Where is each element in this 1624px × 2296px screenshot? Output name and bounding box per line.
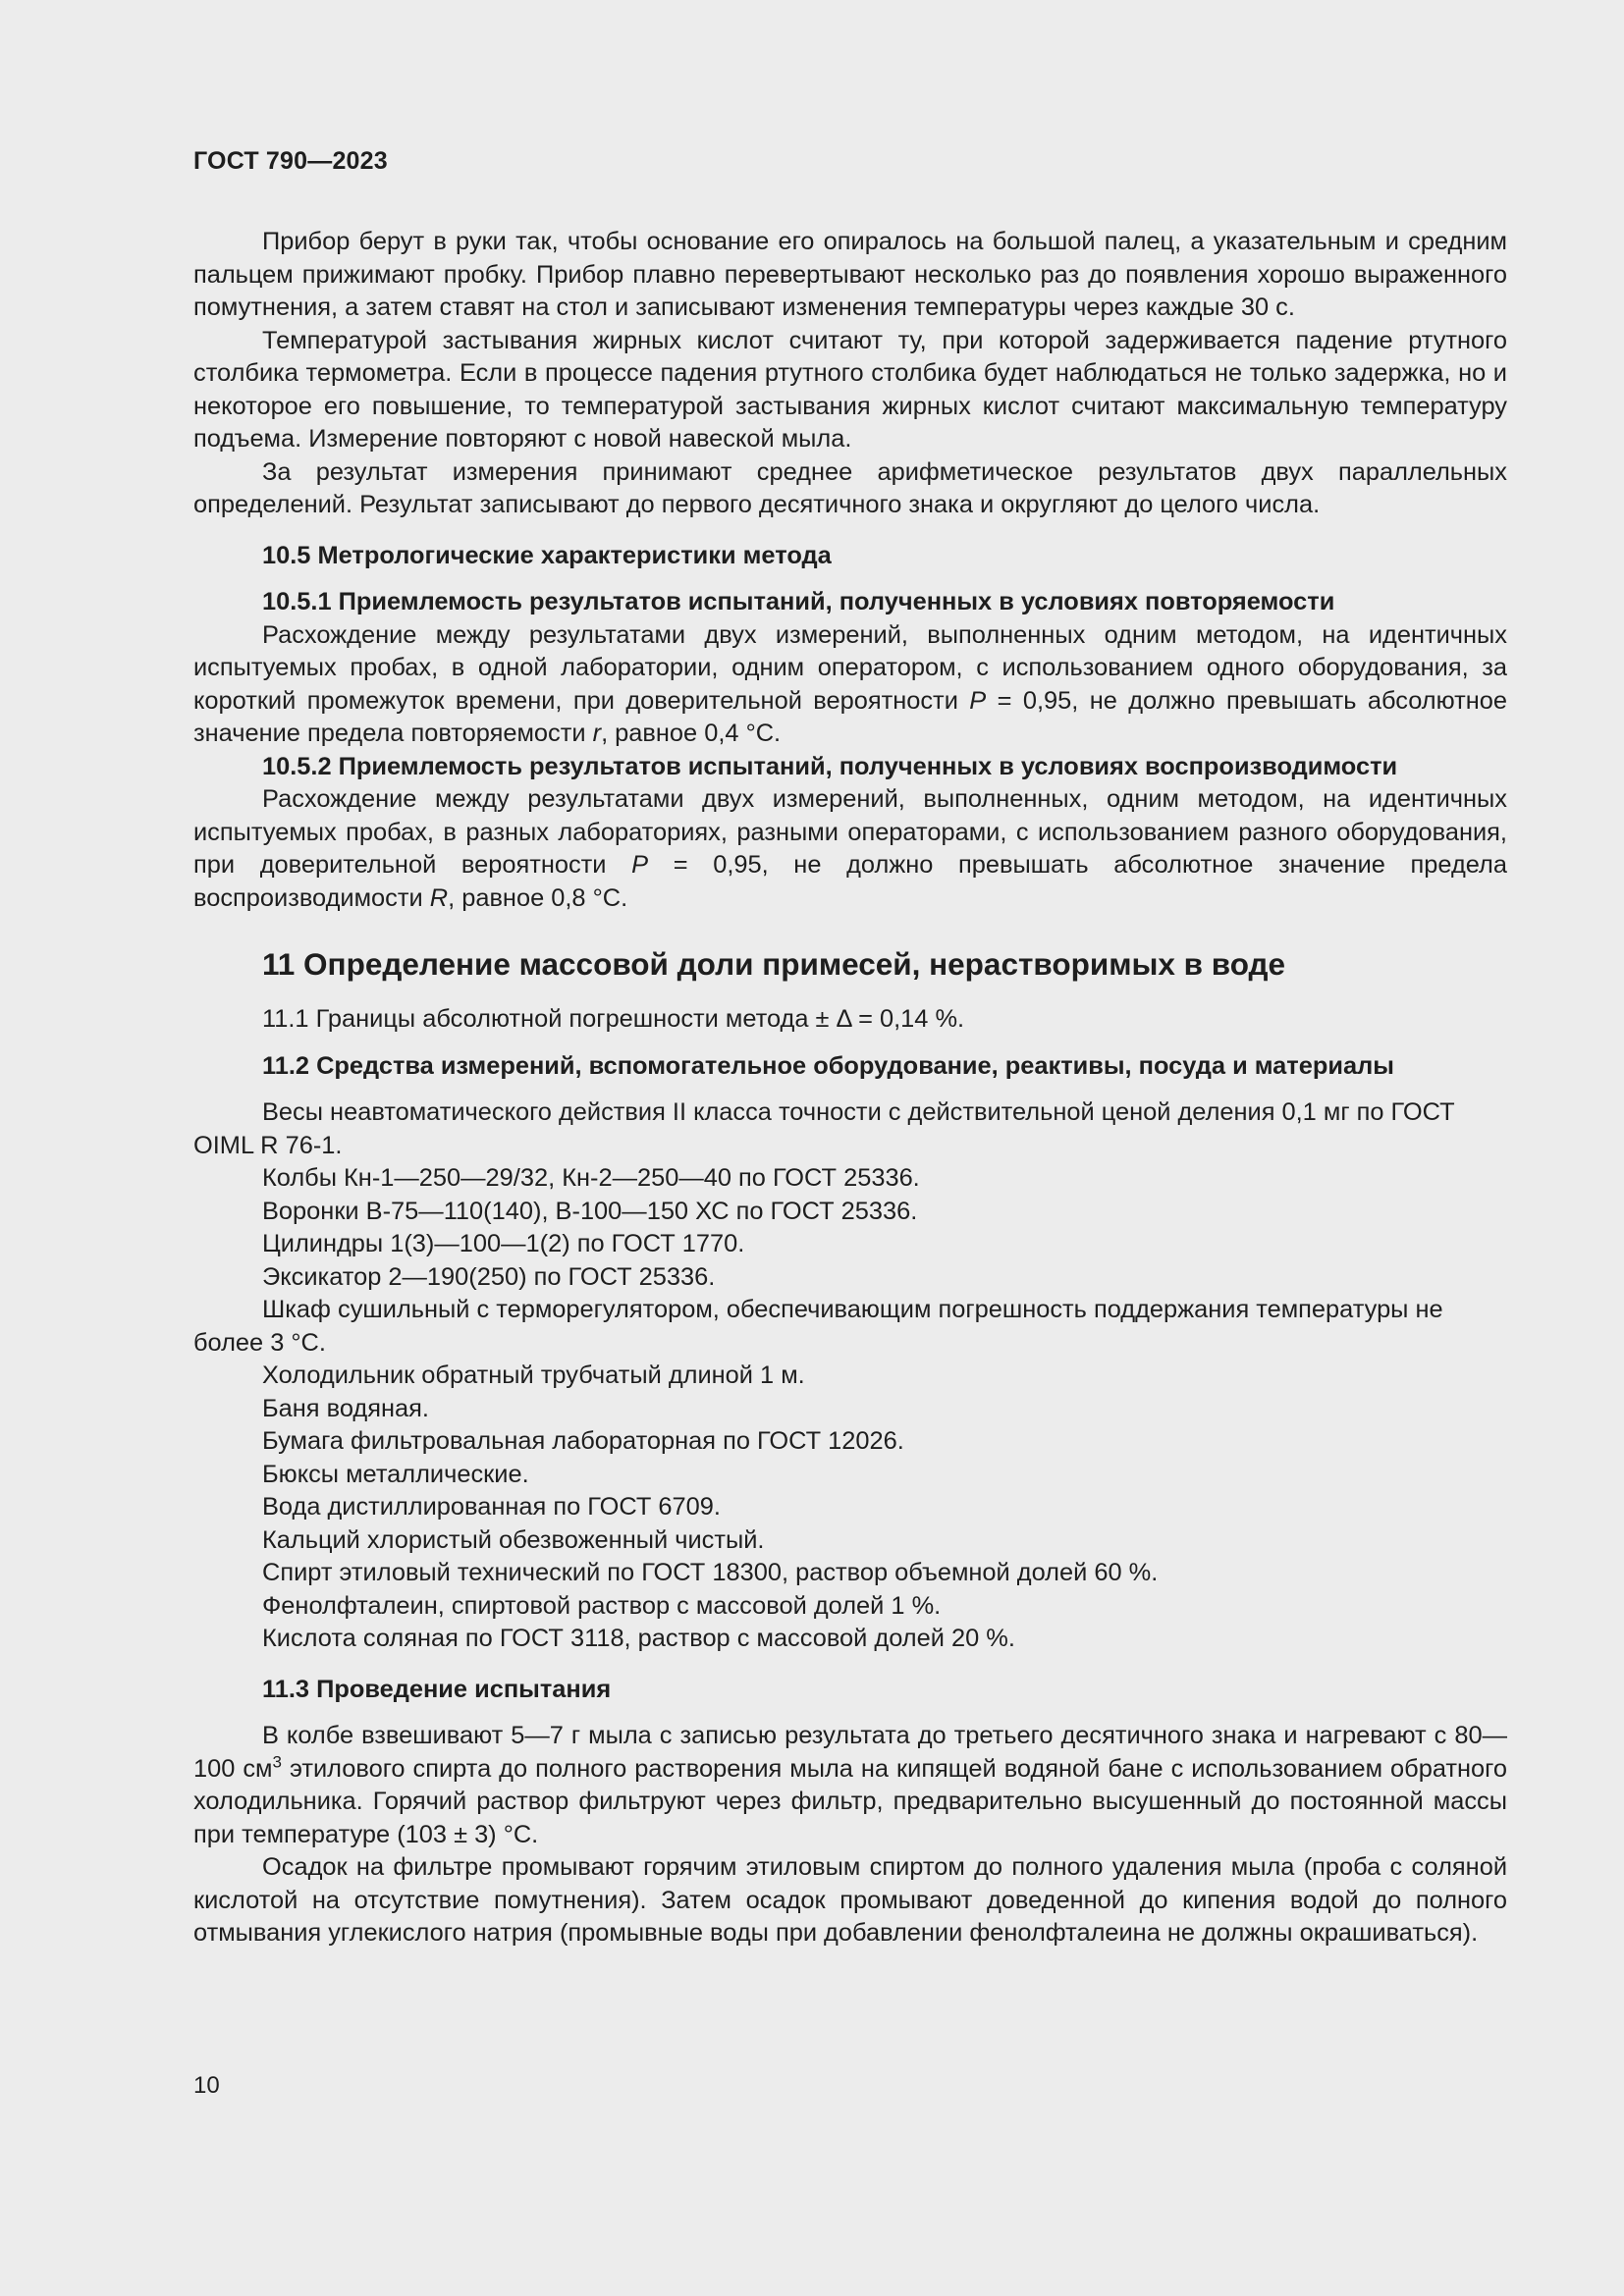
list-item: Фенолфталеин, спиртовой раствор с массовой долей 1 %. [262, 1591, 942, 1620]
superscript-3: 3 [272, 1752, 282, 1772]
list-item: Эксикатор 2—190(250) по ГОСТ 25336. [262, 1262, 716, 1291]
text-fragment: этилового спирта до полного растворения мыла на кипящей водяной бане с использованием обратного холодильника. Горячий раствор фильтруют через фильтр, предварительно высушенный до постоянной массы при температуре (103 ± 3) °С. [193, 1754, 1507, 1848]
text-fragment: , равное 0,4 °С. [601, 720, 782, 747]
list-item: Бюксы металлические. [262, 1460, 529, 1488]
list-item: Вода дистиллированная по ГОСТ 6709. [262, 1493, 721, 1521]
paragraph: Температурой застывания жирных кислот считают ту, при которой задерживается падение ртутного столбика термометра. Если в процессе падения ртутного столбика будет наблюдаться не только задержка, но и некоторое его повышение, то температурой застывания жирных кислот считают максимальную температуру подъема. Измерение повторяют с новой навеской мыла. [193, 326, 1507, 453]
subsection-heading-11-3: 11.3 Проведение испытания [262, 1675, 612, 1703]
variable-p: P [631, 851, 649, 879]
page-number: 10 [193, 2072, 220, 2099]
subsection-heading-11-2: 11.2 Средства измерений, вспомогательное оборудование, реактивы, посуда и материалы [262, 1051, 1394, 1080]
subsection-heading-10-5-2: 10.5.2 Приемлемость результатов испытаний, полученных в условиях воспроизводимости [262, 752, 1398, 780]
paragraph-procedure-2: Осадок на фильтре промывают горячим этиловым спиртом до полного удаления мыла (проба с соляной кислотой на отсутствие помутнения). Затем осадок промывают доведенной до кипения водой до полного отмывания углекислого натрия (промывные воды при добавлении фенолфталеина не должны окрашиваться). [193, 1853, 1507, 1947]
section-heading-11: 11 Определение массовой доли примесей, нерастворимых в воде [262, 946, 1286, 982]
subsection-heading-10-5-1: 10.5.1 Приемлемость результатов испытаний, полученных в условиях повторяемости [262, 588, 1335, 615]
text-fragment: В колбе взвешивают 5—7 г мыла с записью результата до третьего десятичного знака и нагревают с 80—100 см [193, 1722, 1507, 1783]
paragraph-repeatability [193, 619, 1507, 751]
list-item: Воронки В-75—110(140), В-100—150 ХС по ГОСТ 25336. [262, 1197, 918, 1225]
text-fragment: Расхождение между результатами двух измерений, выполненных одним методом, на идентичных испытуемых пробах, в одной лаборатории, одним оператором, с использованием одного оборудования, за короткий промежуток времени, при доверительной вероятности [193, 620, 1507, 715]
variable-p: P [969, 686, 987, 715]
list-item: Цилиндры 1(3)—100—1(2) по ГОСТ 1770. [262, 1230, 745, 1257]
text-fragment: = 0,95, не должно превышать абсолютное значение предела повторяемости [193, 686, 1507, 747]
document-code-header: ГОСТ 790—2023 [193, 147, 388, 175]
text-fragment: = 0,95, не должно превышать абсолютное значение предела воспроизводимости [193, 851, 1507, 912]
paragraph-procedure-1 [193, 1720, 1507, 1851]
text-fragment: , равное 0,8 °С. [448, 883, 628, 912]
list-item: Колбы Кн-1—250—29/32, Кн-2—250—40 по ГОСТ 25336. [262, 1164, 920, 1192]
variable-r: r [592, 720, 602, 747]
paragraph: Прибор берут в руки так, чтобы основание его опиралось на большой палец, а указательным и средним пальцем прижимают пробку. Прибор плавно перевертывают несколько раз до появления хорошо выраженного помутнения, а затем ставят на стол и записывают изменения температуры через каждые 30 с. [193, 228, 1507, 321]
list-item: Спирт этиловый технический по ГОСТ 18300, раствор объемной долей 60 %. [262, 1559, 1159, 1586]
equipment-list [193, 1096, 1507, 1656]
list-item: Бумага фильтровальная лабораторная по ГОСТ 12026. [262, 1427, 904, 1455]
list-item: Шкаф сушильный с терморегулятором, обеспечивающим погрешность поддержания температуры не более 3 °С. [193, 1296, 1443, 1357]
list-item: Кислота соляная по ГОСТ 3118, раствор с массовой долей 20 %. [262, 1625, 1015, 1652]
text-fragment: Расхождение между результатами двух измерений, выполненных, одним методом, на идентичных испытуемых пробах, в разных лабораториях, разными операторами, с использованием разного оборудования, при доверительной вероятности [193, 785, 1507, 879]
document-body [193, 226, 1507, 1950]
list-item: Холодильник обратный трубчатый длиной 1 м. [262, 1362, 805, 1389]
list-item: Весы неавтоматического действия II класса точности с действительной ценой деления 0,1 мг по ГОСТ OIML R 76-1. [193, 1098, 1455, 1159]
list-item: Баня водяная. [262, 1394, 429, 1422]
paragraph: За результат измерения принимают среднее арифметическое результатов двух параллельных определений. Результат записывают до первого десятичного знака и округляют до целого числа. [193, 457, 1507, 518]
paragraph-reproducibility [193, 783, 1507, 915]
paragraph-11-1: 11.1 Границы абсолютной погрешности метода ± Δ = 0,14 %. [262, 1005, 965, 1033]
list-item: Кальций хлористый обезвоженный чистый. [262, 1525, 765, 1554]
variable-r-capital: R [429, 883, 449, 912]
section-heading-10-5: 10.5 Метрологические характеристики метода [262, 541, 832, 569]
